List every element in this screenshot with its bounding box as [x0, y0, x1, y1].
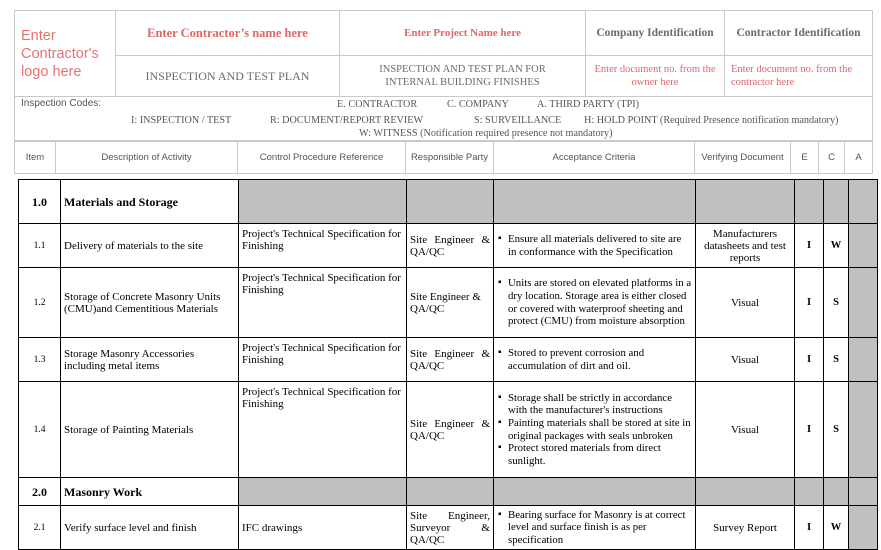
- code-a: [849, 224, 878, 268]
- criteria-item: ▪ Storage shall be strictly in accordance with the manufacturer's instructions: [508, 392, 692, 417]
- contractor-name: Enter Contractor’s name here: [116, 11, 340, 56]
- criteria-item: ▪ Protect stored materials from direct sunlight.: [508, 442, 692, 467]
- control-procedure: Project's Technical Specification for Finishing: [239, 382, 407, 478]
- item-number: 1.4: [19, 382, 61, 478]
- table-row: [19, 382, 878, 478]
- acceptance-criteria: [494, 382, 696, 478]
- section-title: Masonry Work: [61, 478, 239, 506]
- activity-description: Delivery of materials to the site: [61, 224, 239, 268]
- col-item: Item: [15, 142, 56, 174]
- verifying-document: Visual: [696, 382, 795, 478]
- criteria-item: ▪ Ensure all materials delivered to site are in conformance with the Specification: [508, 233, 692, 258]
- code-e: I: [795, 338, 824, 382]
- criteria-item: ▪ Bearing surface for Masonry is at correct level and surface finish is as per specification: [508, 509, 692, 547]
- responsible-party: Site Engineer, Surveyor & QA/QC: [407, 506, 494, 550]
- responsible-party: Site Engineer & QA/QC: [407, 224, 494, 268]
- control-procedure: Project's Technical Specification for Finishing: [239, 268, 407, 338]
- contractor-document-number: Enter document no. from the contractor here: [725, 56, 873, 97]
- verifying-document: Visual: [696, 268, 795, 338]
- activity-description: Storage Masonry Accessories including metal items: [61, 338, 239, 382]
- document-header: [14, 10, 873, 97]
- control-procedure: Project's Technical Specification for Finishing: [239, 338, 407, 382]
- col-a: A: [845, 142, 873, 174]
- code-c: S: [824, 268, 849, 338]
- code-company: C. COMPANY: [447, 99, 509, 110]
- inspection-codes-legend: [14, 97, 873, 141]
- item-number: 1.3: [19, 338, 61, 382]
- table-row: [19, 268, 878, 338]
- code-e: I: [795, 268, 824, 338]
- contractor-logo-placeholder: Enter Contractor's logo here: [15, 11, 116, 97]
- code-witness: W: WITNESS (Notification required presence not mandatory): [359, 128, 613, 139]
- code-a: [849, 382, 878, 478]
- col-procedure: Control Procedure Reference: [238, 142, 406, 174]
- document-subtitle: INSPECTION AND TEST PLAN FOR INTERNAL BUILDING FINISHES: [340, 56, 586, 97]
- code-a: [849, 268, 878, 338]
- acceptance-criteria: [494, 268, 696, 338]
- code-inspection: I: INSPECTION / TEST: [131, 115, 232, 126]
- table-row: [19, 506, 878, 550]
- col-e: E: [791, 142, 819, 174]
- col-description: Description of Activity: [56, 142, 238, 174]
- section-row: [19, 478, 878, 506]
- section-title: Materials and Storage: [61, 180, 239, 224]
- item-number: 1.2: [19, 268, 61, 338]
- code-contractor: E. CONTRACTOR: [337, 99, 418, 110]
- code-document-review: R: DOCUMENT/REPORT REVIEW: [270, 115, 424, 126]
- section-number: 2.0: [19, 478, 61, 506]
- code-c: S: [824, 338, 849, 382]
- activity-description: Storage of Concrete Masonry Units (CMU)and Cementitious Materials: [61, 268, 239, 338]
- table-row: [19, 224, 878, 268]
- control-procedure: Project's Technical Specification for Finishing: [239, 224, 407, 268]
- code-third-party: A. THIRD PARTY (TPI): [537, 99, 640, 110]
- item-number: 2.1: [19, 506, 61, 550]
- code-hold-point: H: HOLD POINT (Required Presence notification mandatory): [584, 115, 839, 126]
- code-c: W: [824, 224, 849, 268]
- table-row: [19, 338, 878, 382]
- code-a: [849, 338, 878, 382]
- code-e: I: [795, 382, 824, 478]
- criteria-item: ▪ Painting materials shall be stored at site in original packages with seals unbroken: [508, 417, 692, 442]
- code-e: I: [795, 506, 824, 550]
- code-c: S: [824, 382, 849, 478]
- verifying-document: Visual: [696, 338, 795, 382]
- code-c: W: [824, 506, 849, 550]
- document-title: INSPECTION AND TEST PLAN: [116, 56, 340, 97]
- acceptance-criteria: [494, 506, 696, 550]
- col-acceptance: Acceptance Criteria: [494, 142, 695, 174]
- section-number: 1.0: [19, 180, 61, 224]
- col-c: C: [819, 142, 845, 174]
- acceptance-criteria: [494, 338, 696, 382]
- company-identification: Company Identification: [586, 11, 725, 56]
- owner-document-number: Enter document no. from the owner here: [586, 56, 725, 97]
- item-number: 1.1: [19, 224, 61, 268]
- contractor-identification: Contractor Identification: [725, 11, 873, 56]
- activity-description: Verify surface level and finish: [61, 506, 239, 550]
- verifying-document: Manufacturers datasheets and test reports: [696, 224, 795, 268]
- acceptance-criteria: [494, 224, 696, 268]
- code-surveillance: S: SURVEILLANCE: [474, 115, 562, 126]
- responsible-party: Site Engineer & QA/QC: [407, 382, 494, 478]
- project-name: Enter Project Name here: [340, 11, 586, 56]
- criteria-item: ▪ Units are stored on elevated platforms in a dry location. Storage area is either closed or covered with waterproof sheeting and protect (CMU) from moisture absorption: [508, 277, 692, 327]
- itp-table: [18, 179, 878, 550]
- col-responsible: Responsible Party: [406, 142, 494, 174]
- criteria-item: ▪ Stored to prevent corrosion and accumulation of dirt and oil.: [508, 347, 692, 372]
- code-e: I: [795, 224, 824, 268]
- section-row: [19, 180, 878, 224]
- activity-description: Storage of Painting Materials: [61, 382, 239, 478]
- control-procedure: IFC drawings: [239, 506, 407, 550]
- responsible-party: Site Engineer & QA/QC: [407, 338, 494, 382]
- verifying-document: Survey Report: [696, 506, 795, 550]
- col-verifying-document: Verifying Document: [695, 142, 791, 174]
- inspection-codes-label: Inspection Codes:: [21, 98, 102, 109]
- responsible-party: Site Engineer & QA/QC: [407, 268, 494, 338]
- column-header-row: [14, 141, 873, 174]
- code-a: [849, 506, 878, 550]
